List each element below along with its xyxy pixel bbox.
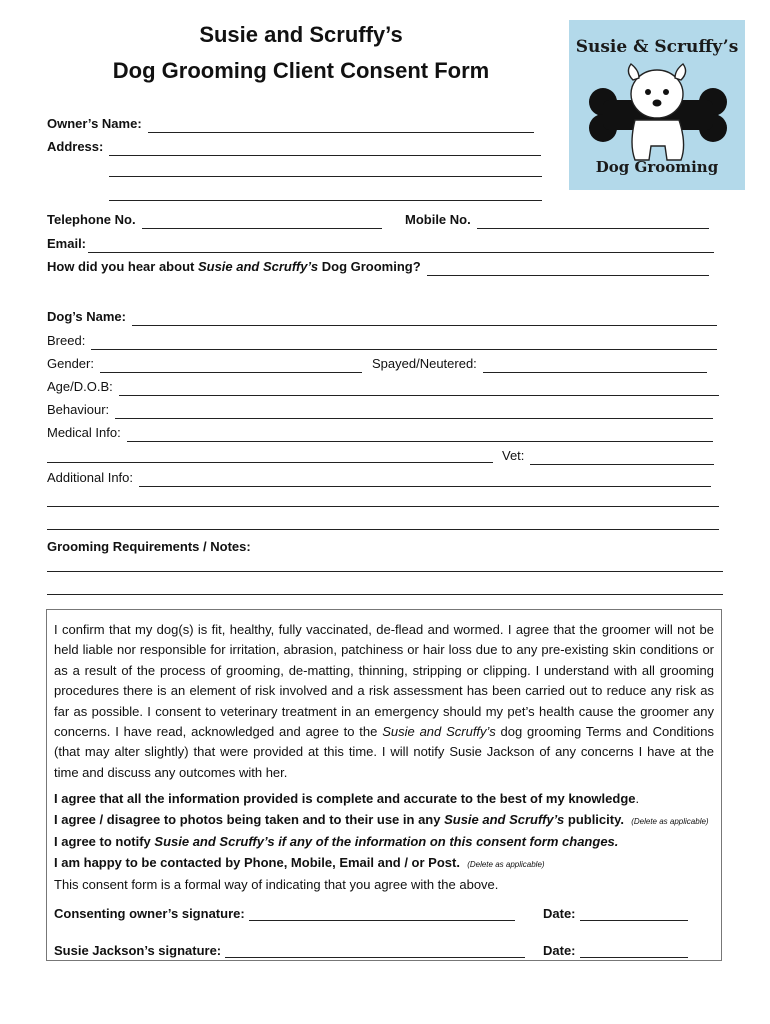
susie-signature-row [54, 943, 525, 958]
owner-signature-row [54, 906, 515, 921]
logo-top-text: Susie & Scruffy’s [575, 37, 739, 57]
email-row [47, 235, 714, 253]
logo-bottom-text: Dog Grooming [595, 158, 719, 176]
referral-field[interactable] [427, 261, 709, 276]
telephone-label: Telephone No. [47, 212, 136, 227]
susie-date-label: Date: [543, 943, 576, 958]
vet-row [502, 447, 714, 465]
additional-field-2[interactable] [47, 506, 719, 507]
address-field-2[interactable] [109, 176, 542, 177]
additional-field-1[interactable] [139, 472, 711, 487]
grooming-row [47, 538, 257, 556]
photo-delete-note: (Delete as applicable) [631, 816, 709, 826]
behaviour-label: Behaviour: [47, 402, 110, 417]
contact-statement: I am happy to be contacted by Phone, Mobile, Email and / or Post. (Delete as applicable) [54, 854, 545, 870]
mobile-field[interactable] [477, 214, 709, 229]
gender-row [47, 355, 362, 373]
grooming-field-1[interactable] [47, 571, 723, 572]
susie-signature-field[interactable] [225, 943, 525, 958]
age-label: Age/D.O.B: [47, 379, 113, 394]
additional-field-3[interactable] [47, 529, 719, 530]
owner-signature-label: Consenting owner’s signature: [54, 906, 245, 921]
age-field[interactable] [119, 381, 719, 396]
form-title-line1: Susie and Scruffy’s [199, 22, 403, 47]
age-row [47, 378, 719, 396]
email-field[interactable] [88, 238, 714, 253]
telephone-row [47, 211, 382, 229]
behaviour-field[interactable] [115, 404, 713, 419]
owner-name-row [47, 115, 534, 133]
additional-row [47, 469, 711, 487]
address-field-1[interactable] [109, 141, 541, 156]
vet-field[interactable] [530, 450, 714, 465]
photo-statement: I agree / disagree to photos being taken and to their use in any Susie and Scruffy’s publicity. (Delete as applicable) [54, 811, 709, 827]
owner-date-label: Date: [543, 906, 576, 921]
email-label: Email: [47, 236, 87, 251]
consent-box [46, 609, 722, 961]
formal-statement: This consent form is a formal way of indicating that you agree with the above. [54, 877, 499, 893]
address-field-3[interactable] [109, 200, 542, 201]
dog-with-bone-icon [569, 20, 745, 190]
dog-name-label: Dog’s Name: [47, 309, 126, 324]
owner-name-field[interactable] [148, 118, 534, 133]
grooming-label: Grooming Requirements / Notes: [47, 539, 251, 554]
behaviour-row [47, 401, 713, 419]
contact-delete-note: (Delete as applicable) [467, 859, 545, 869]
form-title-line2: Dog Grooming Client Consent Form [112, 58, 490, 83]
susie-date-field[interactable] [580, 943, 688, 958]
medical-label: Medical Info: [47, 425, 121, 440]
susie-signature-label: Susie Jackson’s signature: [54, 943, 222, 958]
grooming-field-2[interactable] [47, 594, 723, 595]
address-label: Address: [47, 139, 104, 154]
spayed-row [372, 355, 707, 373]
address-row [47, 138, 541, 156]
owner-date-row [543, 906, 688, 921]
spayed-field[interactable] [483, 358, 707, 373]
referral-label: How did you hear about Susie and Scruffy’s Dog Grooming? [47, 259, 421, 274]
breed-field[interactable] [91, 335, 717, 350]
gender-field[interactable] [100, 358, 362, 373]
consent-paragraph: I confirm that my dog(s) is fit, healthy, fully vaccinated, de-flead and wormed. I agree that the groomer will not be held liable nor responsible for irritation, abrasion, patchiness or hair loss due to any pre-existing skin conditions or as a result of the process of grooming, de-matting, thinning, stripping or clipping. I understand with all grooming procedures there is an element of risk involved and a risk assessment has been carried out to reduce any risk as far as possible. I consent to veterinary treatment in an emergency should my pet’s health cause the groomer any concerns. I have read, acknowledged and agree to the Susie and Scruffy’s dog grooming Terms and Conditions (that may alter slightly) that were provided at this time. I will notify Susie Jackson of any concerns I have at the time and discuss any outcomes with her. [54, 622, 714, 780]
brand-logo [569, 20, 745, 190]
gender-label: Gender: [47, 356, 94, 371]
spayed-label: Spayed/Neutered: [372, 356, 477, 371]
dog-name-row [47, 308, 717, 326]
telephone-field[interactable] [142, 214, 382, 229]
owner-name-label: Owner’s Name: [47, 116, 142, 131]
dog-name-field[interactable] [132, 311, 717, 326]
breed-row [47, 332, 717, 350]
accuracy-statement: I agree that all the information provided is complete and accurate to the best of my knowledge. [54, 791, 640, 807]
breed-label: Breed: [47, 333, 86, 348]
owner-signature-field[interactable] [249, 906, 515, 921]
additional-label: Additional Info: [47, 470, 134, 485]
vet-label: Vet: [502, 448, 525, 463]
medical-field[interactable] [127, 427, 713, 442]
medical-row [47, 424, 713, 442]
mobile-label: Mobile No. [405, 212, 471, 227]
owner-date-field[interactable] [580, 906, 688, 921]
medical-field-2[interactable] [47, 462, 493, 463]
notify-statement: I agree to notify Susie and Scruffy’s if any of the information on this consent form changes. [54, 834, 619, 850]
susie-date-row [543, 943, 688, 958]
referral-row [47, 258, 709, 276]
mobile-row [405, 211, 709, 229]
